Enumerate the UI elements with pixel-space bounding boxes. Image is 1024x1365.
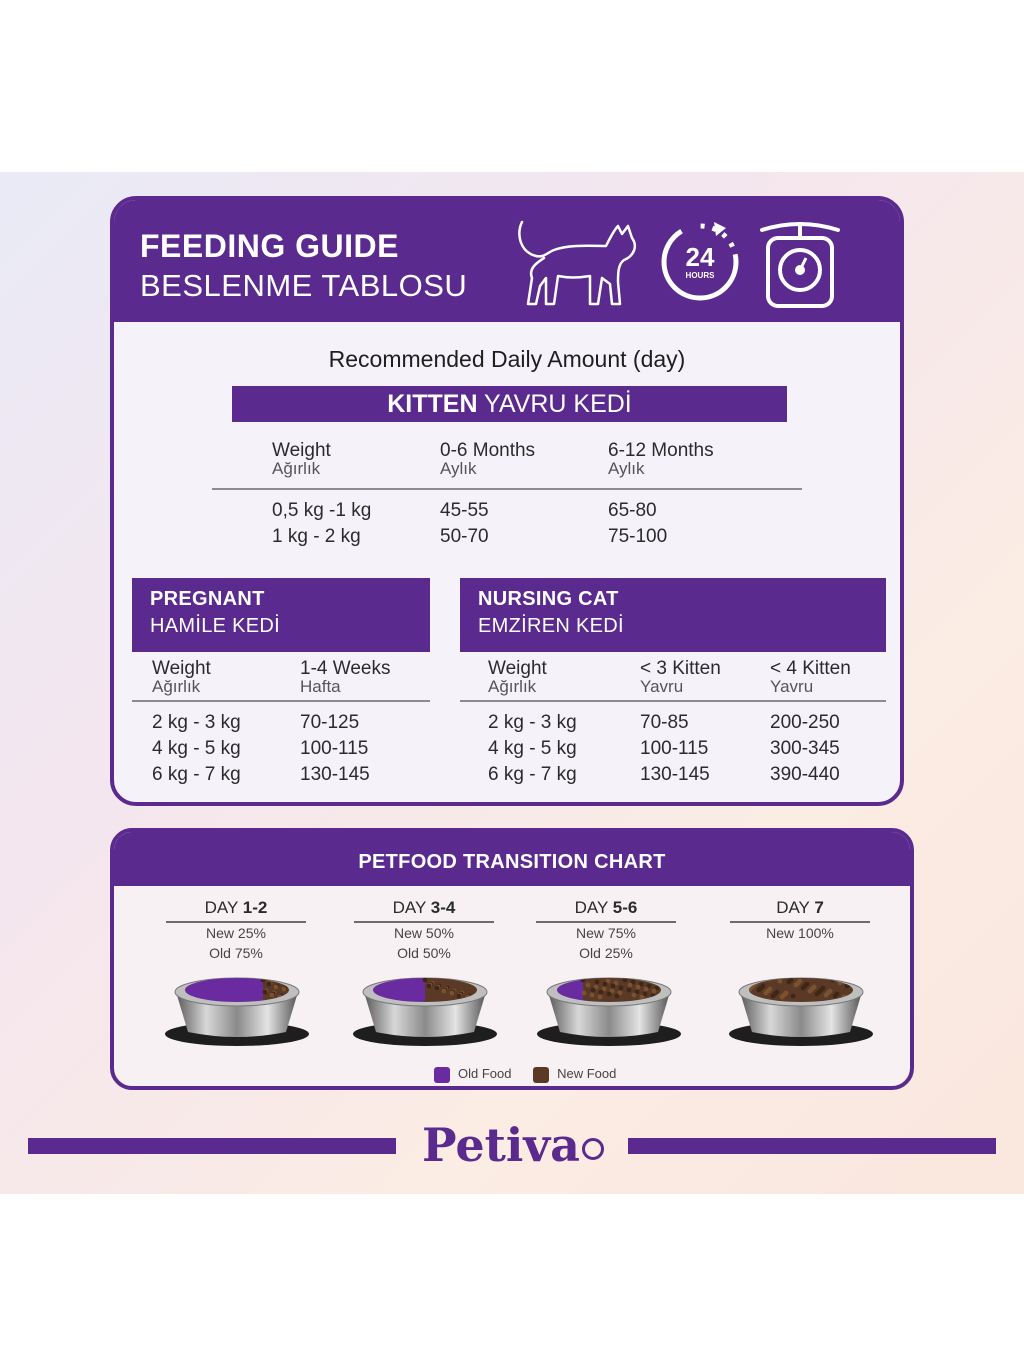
table-cell: 50-70 <box>440 526 489 547</box>
table-cell: 70-85 <box>640 712 689 733</box>
recommended-amount-title: Recommended Daily Amount (day) <box>328 346 686 372</box>
cat-icon <box>514 212 644 312</box>
brand-logo <box>408 1118 618 1172</box>
pregnant-col-weeks-header: 1-4 Weeks Hafta <box>300 658 391 696</box>
kibble <box>636 985 641 990</box>
table-cell: 45-55 <box>440 500 489 521</box>
kibble <box>780 995 785 1000</box>
brand-line-right <box>628 1138 996 1154</box>
clock-24-hours-icon <box>654 216 746 308</box>
kibble <box>582 991 587 996</box>
old-food-swatch <box>434 1067 450 1083</box>
kibble <box>599 990 604 995</box>
kibble <box>286 979 291 984</box>
table-cell: 300-345 <box>770 738 840 759</box>
kibble <box>590 993 595 998</box>
table-cell: 100-115 <box>640 738 709 759</box>
kibble <box>591 988 596 993</box>
title-turkish: BESLENME TABLOSU <box>140 268 468 303</box>
feeding-guide-header <box>114 200 900 322</box>
table-cell: 6 kg - 7 kg <box>488 764 577 785</box>
food-bowl-icon <box>350 968 500 1048</box>
day-label: DAY 7 <box>730 898 870 923</box>
nursing-col-3-kitten-values <box>640 710 710 788</box>
feeding-guide-card <box>110 196 904 806</box>
kibble <box>619 986 624 991</box>
kibble <box>427 984 432 989</box>
nursing-col-3-kitten-header: < 3 Kitten Yavru <box>640 658 721 696</box>
kitchen-scale-icon <box>754 212 846 312</box>
table-cell: 75-100 <box>608 526 668 547</box>
new-food-swatch <box>533 1067 549 1083</box>
table-cell: 70-125 <box>300 712 360 733</box>
kibble <box>442 989 447 994</box>
pregnant-col-weight-values <box>152 710 241 788</box>
kibble <box>644 987 649 992</box>
kibble <box>607 992 612 997</box>
table-cell: 4 kg - 5 kg <box>488 738 577 759</box>
nursing-col-4-kitten-values <box>770 710 840 788</box>
food-legend <box>434 1066 634 1083</box>
table-cell: 2 kg - 3 kg <box>488 712 577 733</box>
day-column-2 <box>344 898 504 963</box>
transition-chart-title: PETFOOD TRANSITION CHART <box>114 832 910 886</box>
legend-old-food: Old Food <box>434 1066 511 1083</box>
table-cell: 65-80 <box>608 500 657 521</box>
kibble <box>267 982 272 987</box>
title-english: FEEDING GUIDE <box>140 228 399 264</box>
pregnant-header-rule <box>132 700 430 702</box>
clock-hours-label: HOURS <box>685 271 715 280</box>
kitten-col-0-6-header: 0-6 Months Aylık <box>440 440 536 478</box>
kibble <box>815 992 820 997</box>
nursing-col-weight-values <box>488 710 577 788</box>
kibble <box>801 986 806 991</box>
kibble <box>263 990 268 995</box>
table-cell: 4 kg - 5 kg <box>152 738 241 759</box>
kitten-col-6-12-header: 6-12 Months Aylık <box>608 440 714 478</box>
kibble <box>270 993 275 998</box>
kitten-col-weight-header: Weight Ağırlık <box>272 440 331 478</box>
kibble <box>757 988 762 993</box>
kibble <box>598 995 603 1000</box>
kibble <box>632 993 637 998</box>
kibble <box>771 994 776 999</box>
food-bowl-icon <box>726 968 876 1048</box>
brand-line-left <box>28 1138 396 1154</box>
kibble <box>586 983 591 988</box>
day-old-pct: Old 75% <box>209 945 263 961</box>
kitten-col-6-12-values <box>608 498 667 550</box>
nursing-title-english: NURSING CAT <box>478 588 619 610</box>
kibble <box>611 984 616 989</box>
kibble <box>791 994 796 999</box>
food-bowl-icon <box>162 968 312 1048</box>
table-cell: 2 kg - 3 kg <box>152 712 241 733</box>
day-label: DAY 5-6 <box>536 898 676 923</box>
kibble <box>435 986 440 991</box>
nursing-title-turkish: EMZİREN KEDİ <box>478 615 624 637</box>
day-column-4 <box>720 898 880 943</box>
table-cell: 1 kg - 2 kg <box>272 526 361 547</box>
legend-new-food: New Food <box>533 1066 616 1083</box>
kitten-col-0-6-values <box>440 498 489 550</box>
kibble <box>457 994 462 999</box>
kibble <box>778 979 783 984</box>
transition-chart-card <box>110 828 914 1090</box>
kibble <box>423 978 428 983</box>
nursing-header-rule <box>460 700 886 702</box>
day-new-pct: New 75% <box>576 925 636 941</box>
day-new-pct: New 50% <box>394 925 454 941</box>
pregnant-col-weeks-values <box>300 710 370 788</box>
clock-number: 24 <box>685 242 715 272</box>
day-new-pct: New 25% <box>206 925 266 941</box>
kibble <box>595 980 600 985</box>
table-cell: 200-250 <box>770 712 840 733</box>
kibble <box>787 980 792 985</box>
kibble <box>581 978 586 983</box>
table-cell: 6 kg - 7 kg <box>152 764 241 785</box>
kitten-title-bold: KITTEN <box>387 390 478 418</box>
pregnant-title-turkish: HAMİLE KEDİ <box>150 615 280 637</box>
day-column-3 <box>526 898 686 963</box>
table-cell: 0,5 kg -1 kg <box>272 500 372 521</box>
day-old-pct: Old 50% <box>397 945 451 961</box>
kibble <box>652 989 657 994</box>
table-cell: 390-440 <box>770 764 840 785</box>
day-column-1 <box>156 898 316 963</box>
kitten-title-rest: YAVRU KEDİ <box>477 390 632 418</box>
food-bowl-icon <box>534 968 684 1048</box>
kibble <box>747 978 752 983</box>
brand-name: Petiva <box>422 1118 580 1172</box>
pregnant-col-weight-header: Weight Ağırlık <box>152 658 211 696</box>
nursing-col-4-kitten-header: < 4 Kitten Yavru <box>770 658 851 696</box>
kibble <box>824 993 829 998</box>
kibble <box>808 989 813 994</box>
table-cell: 130-145 <box>300 764 370 785</box>
kibble <box>261 978 266 983</box>
nursing-col-weight-header: Weight Ağırlık <box>488 658 547 696</box>
kitten-section-bar <box>232 386 787 422</box>
kibble <box>794 983 799 988</box>
kitten-col-weight-values <box>272 498 371 550</box>
kibble <box>833 994 838 999</box>
kibble <box>450 991 455 996</box>
day-new-pct: New 100% <box>766 925 834 941</box>
table-cell: 130-145 <box>640 764 710 785</box>
kibble <box>628 983 633 988</box>
day-old-pct: Old 25% <box>579 945 633 961</box>
kibble <box>274 985 279 990</box>
kibble <box>764 991 769 996</box>
pregnant-title-english: PREGNANT <box>150 588 265 610</box>
pregnant-section-header <box>132 578 430 652</box>
nursing-section-header <box>460 578 886 652</box>
table-cell: 100-115 <box>300 738 369 759</box>
cat-logo-icon <box>582 1138 604 1160</box>
day-label: DAY 1-2 <box>166 898 306 923</box>
kibble <box>474 979 479 984</box>
kitten-header-rule <box>212 488 802 490</box>
day-label: DAY 3-4 <box>354 898 494 923</box>
kibble <box>615 994 620 999</box>
kibble <box>282 987 287 992</box>
kibble <box>603 982 608 987</box>
kibble <box>640 995 645 1000</box>
kibble <box>627 988 632 993</box>
